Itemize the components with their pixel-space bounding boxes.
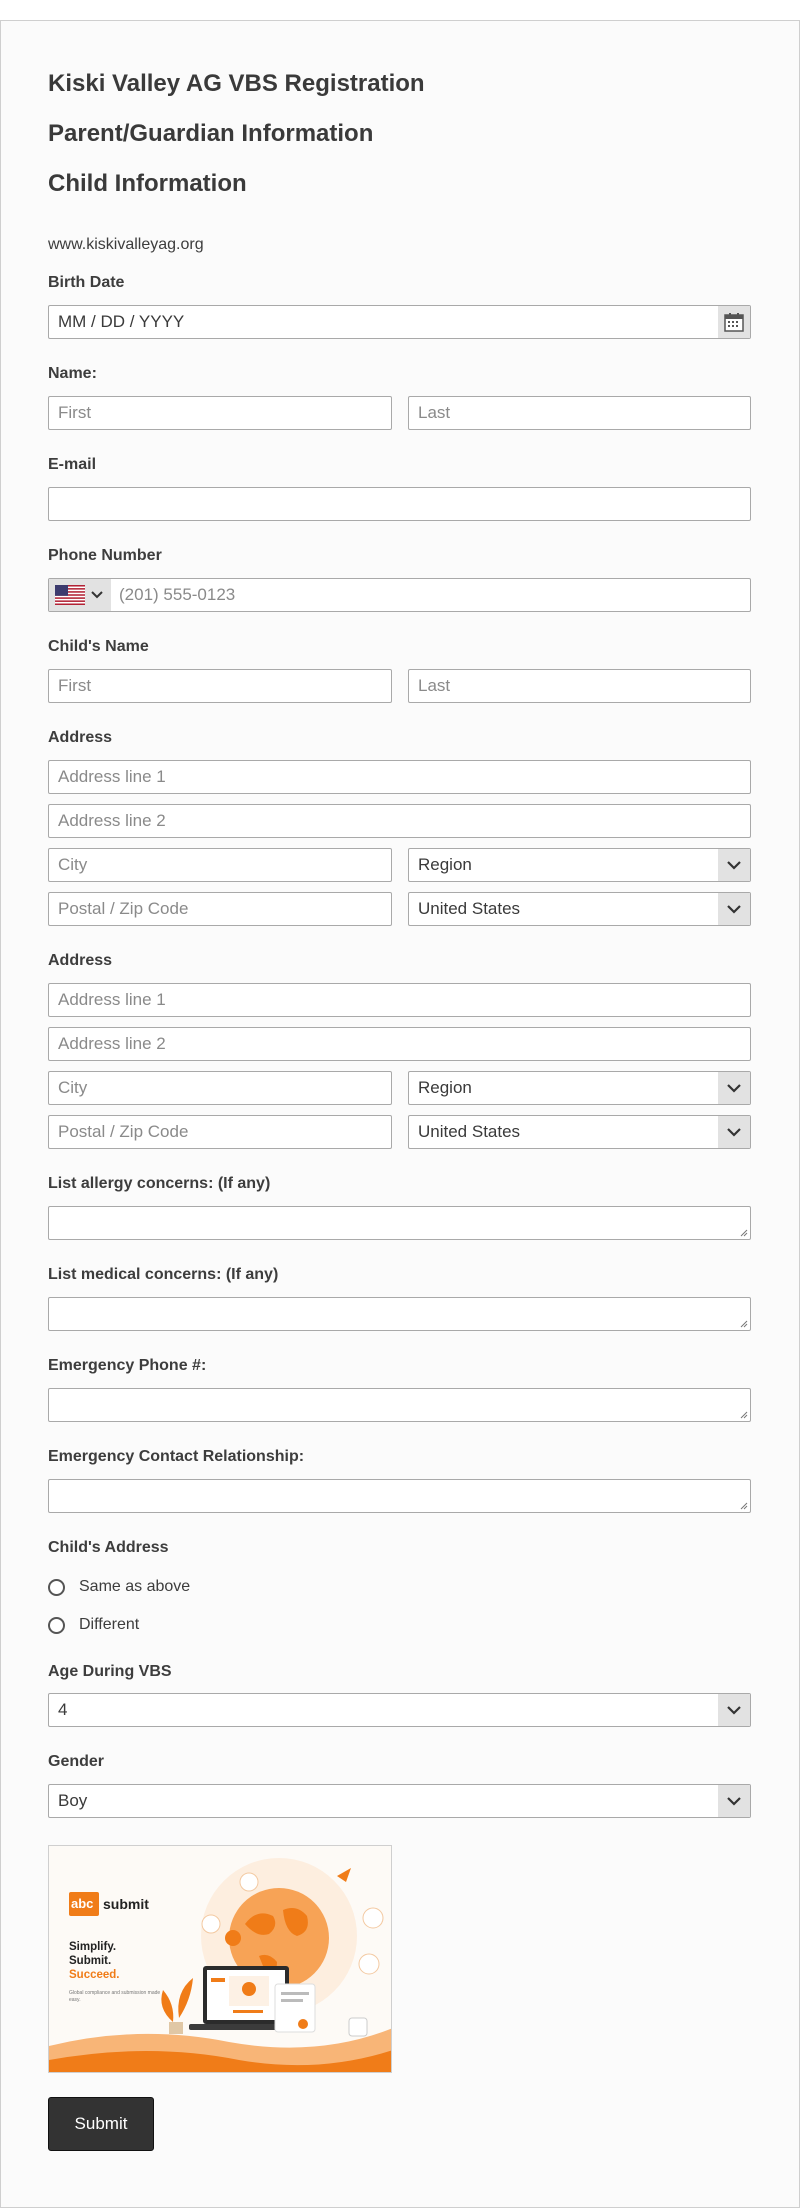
address2-line2-input[interactable] [48,1027,751,1061]
us-flag-icon [55,585,85,605]
chevron-down-icon [718,1785,750,1817]
city-input-2[interactable] [48,1071,392,1105]
gender-select[interactable] [48,1784,751,1818]
radio-label-different: Different [79,1616,140,1633]
address2-line1-input[interactable] [48,983,751,1017]
chevron-down-icon [718,1072,750,1104]
region-select-2[interactable] [408,1071,751,1105]
age-value: 4 [58,1700,68,1719]
address-line1-input[interactable] [48,760,751,794]
allergy-label: List allergy concerns: (If any) [48,1175,271,1192]
postal-placeholder: Postal / Zip Code [58,899,189,918]
birth-date-placeholder: MM / DD / YYYY [58,312,185,331]
country-selector[interactable] [49,579,111,611]
radio-button[interactable] [48,1579,65,1596]
city-input[interactable] [48,848,392,882]
slogan-line-2: Submit. [69,1955,112,1967]
address-line2-input[interactable] [48,804,751,838]
phone-placeholder: (201) 555-0123 [119,585,236,604]
child-first-name-input[interactable] [48,669,392,703]
banner-tagline: Global compliance and submission made easy. [69,1990,161,2003]
chevron-down-icon [718,1116,750,1148]
last-name-placeholder: Last [418,403,451,422]
country-select-2[interactable] [408,1115,751,1149]
birth-date-input[interactable] [48,305,751,339]
age-select[interactable] [48,1693,751,1727]
region-value: Region [418,855,472,874]
resize-handle-icon[interactable] [740,1411,748,1419]
address-line2-placeholder: Address line 2 [58,811,166,830]
emergency-relationship-textarea[interactable] [48,1479,751,1513]
radio-label-same: Same as above [79,1578,191,1595]
age-label: Age During VBS [48,1663,172,1680]
gender-value: Boy [58,1791,88,1810]
region-value-2: Region [418,1078,472,1097]
abcsubmit-banner-image [48,1845,392,2073]
slogan-line-1: Simplify. [69,1941,117,1953]
website-text: www.kiskivalleyag.org [48,236,204,253]
phone-label: Phone Number [48,547,162,564]
brand-name: submit [103,1896,149,1912]
resize-handle-icon[interactable] [740,1229,748,1237]
gender-label: Gender [48,1753,105,1770]
slogan-line-3: Succeed. [69,1969,120,1981]
emergency-phone-label: Emergency Phone #: [48,1357,207,1374]
chevron-down-icon [718,1694,750,1726]
form-title: Kiski Valley AG VBS Registration [48,70,425,97]
email-label: E-mail [48,456,97,473]
country-value-2: United States [418,1122,521,1141]
city-placeholder: City [58,855,88,874]
chevron-down-icon [718,893,750,925]
emergency-relationship-label: Emergency Contact Relationship: [48,1448,305,1465]
banner-slogan [69,1940,120,1982]
emergency-phone-textarea[interactable] [48,1388,751,1422]
region-select[interactable] [408,848,751,882]
first-name-placeholder: First [58,403,92,422]
section-parent-heading: Parent/Guardian Information [48,120,374,147]
address2-line2-placeholder: Address line 2 [58,1034,166,1053]
child-last-placeholder: Last [418,676,451,695]
resize-handle-icon[interactable] [740,1502,748,1510]
country-select[interactable] [408,892,751,926]
submit-button[interactable]: Submit [48,2097,154,2151]
chevron-down-icon [718,849,750,881]
name-label: Name: [48,365,97,382]
country-value: United States [418,899,521,918]
radio-button[interactable] [48,1617,65,1634]
child-name-label: Child's Name [48,638,149,655]
child-last-name-input[interactable] [408,669,751,703]
child-address-label: Child's Address [48,1539,169,1556]
postal-input[interactable] [48,892,392,926]
medical-textarea[interactable] [48,1297,751,1331]
city-placeholder-2: City [58,1078,88,1097]
allergy-textarea[interactable] [48,1206,751,1240]
brand-badge: abc [71,1896,94,1911]
child-first-placeholder: First [58,676,92,695]
postal-input-2[interactable] [48,1115,392,1149]
address-label: Address [48,729,113,746]
section-child-heading: Child Information [48,170,247,197]
phone-input[interactable] [48,578,751,612]
address2-line1-placeholder: Address line 1 [58,990,166,1009]
chevron-down-icon [91,591,103,599]
last-name-input[interactable] [408,396,751,430]
first-name-input[interactable] [48,396,392,430]
medical-label: List medical concerns: (If any) [48,1266,279,1283]
resize-handle-icon[interactable] [740,1320,748,1328]
birth-date-label: Birth Date [48,274,125,291]
address-line1-placeholder: Address line 1 [58,767,166,786]
radio-same-as-above[interactable] [48,1578,190,1596]
radio-different[interactable] [48,1616,139,1634]
email-input[interactable] [48,487,751,521]
address-label-2: Address [48,952,113,969]
postal-placeholder-2: Postal / Zip Code [58,1122,189,1141]
calendar-icon[interactable] [718,306,750,338]
